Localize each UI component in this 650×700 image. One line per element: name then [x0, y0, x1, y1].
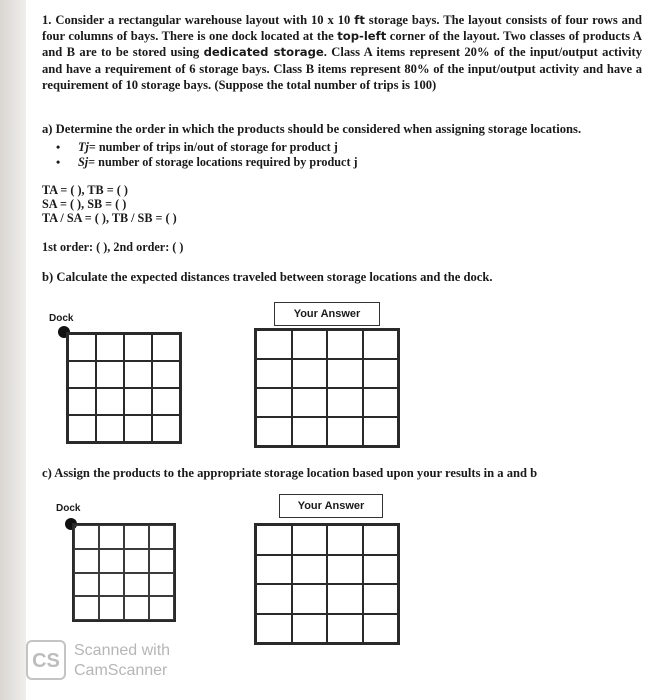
answer-cell[interactable]: [256, 614, 292, 644]
answer-grid-b[interactable]: [254, 328, 400, 448]
answer-cell[interactable]: [292, 417, 328, 446]
grid-cell: [99, 573, 124, 597]
camscanner-logo-icon: CS: [26, 640, 66, 680]
answer-cell[interactable]: [363, 584, 399, 614]
dock-label-c: Dock: [56, 503, 81, 514]
answer-cell[interactable]: [327, 525, 363, 555]
part-c-question: c) Assign the products to the appropriate storage location based upon your results in a and b: [42, 466, 538, 480]
bullet-symbol-sj: Sj: [78, 155, 89, 169]
formula-s: SA = ( ), SB = ( ): [42, 197, 127, 211]
your-answer-box-c: Your Answer: [279, 494, 383, 518]
grid-cell: [124, 334, 152, 361]
grid-cell: [124, 361, 152, 388]
answer-cell[interactable]: [292, 525, 328, 555]
answer-cell[interactable]: [292, 330, 328, 359]
answer-cell[interactable]: [363, 525, 399, 555]
answer-cell[interactable]: [292, 614, 328, 644]
answer-cell[interactable]: [292, 584, 328, 614]
answer-cell[interactable]: [363, 388, 399, 417]
answer-cell[interactable]: [327, 359, 363, 388]
document-page: [26, 0, 650, 700]
grid-cell: [124, 415, 152, 442]
intro-dedicated: dedicated storage: [203, 45, 324, 60]
answer-cell[interactable]: [256, 555, 292, 585]
answer-cell[interactable]: [327, 330, 363, 359]
bullet-symbol-tj: Tj: [78, 140, 89, 154]
answer-cell[interactable]: [327, 417, 363, 446]
bullet-dot-icon: •: [56, 155, 61, 169]
grid-cell: [74, 525, 99, 549]
grid-cell: [96, 388, 124, 415]
watermark-line2: CamScanner: [74, 662, 168, 679]
grid-cell: [152, 415, 180, 442]
bullet-text-tj: = number of trips in/out of storage for product j: [88, 140, 338, 154]
intro-top-left: top-left: [337, 29, 387, 44]
problem-statement: [42, 12, 642, 93]
answer-cell[interactable]: [256, 417, 292, 446]
bullet-locations: [56, 155, 598, 170]
answer-cell[interactable]: [363, 417, 399, 446]
grid-cell: [124, 596, 149, 620]
grid-cell: [149, 525, 174, 549]
grid-cell: [124, 549, 149, 573]
grid-cell: [68, 415, 96, 442]
warehouse-grid-b: [66, 332, 182, 444]
grid-cell: [149, 596, 174, 620]
answer-cell[interactable]: [327, 555, 363, 585]
intro-text-1: 1. Consider a rectangular warehouse layout with 10 x 10: [42, 13, 355, 27]
answer-cell[interactable]: [292, 388, 328, 417]
grid-cell: [96, 361, 124, 388]
warehouse-grid-c: [72, 523, 176, 622]
your-answer-box-b: Your Answer: [274, 302, 380, 326]
grid-cell: [68, 361, 96, 388]
dock-label-b: Dock: [49, 313, 74, 324]
answer-cell[interactable]: [363, 359, 399, 388]
intro-text-4: . Class A items represent 20% of the input/output activity and have a requirement of 6 storage bays. Class B items represent 80% of the input/output activity and have a requirement of 10 storage bays. (Suppose the total number of trips is 100): [42, 45, 643, 92]
order-line: 1st order: ( ), 2nd order: ( ): [42, 240, 184, 254]
grid-cell: [68, 334, 96, 361]
formula-ratio: TA / SA = ( ), TB / SB = ( ): [42, 211, 177, 225]
answer-cell[interactable]: [327, 584, 363, 614]
grid-cell: [99, 549, 124, 573]
grid-cell: [74, 549, 99, 573]
answer-cell[interactable]: [363, 614, 399, 644]
intro-text-3: corner of the layout. Two classes of products A and B are to be stored using: [42, 29, 642, 60]
grid-cell: [124, 525, 149, 549]
grid-cell: [68, 388, 96, 415]
grid-cell: [124, 388, 152, 415]
grid-cell: [152, 361, 180, 388]
grid-cell: [96, 415, 124, 442]
answer-cell[interactable]: [256, 525, 292, 555]
grid-cell: [74, 573, 99, 597]
grid-cell: [96, 334, 124, 361]
watermark-line1: Scanned with: [74, 642, 171, 659]
grid-cell: [149, 549, 174, 573]
grid-cell: [99, 525, 124, 549]
grid-cell: [152, 388, 180, 415]
answer-cell[interactable]: [256, 330, 292, 359]
intro-unit: ft: [354, 13, 365, 27]
bullet-text-sj: = number of storage locations required by product j: [88, 155, 358, 169]
answer-cell[interactable]: [327, 388, 363, 417]
grid-cell: [99, 596, 124, 620]
grid-cell: [74, 596, 99, 620]
answer-cell[interactable]: [327, 614, 363, 644]
answer-cell[interactable]: [292, 359, 328, 388]
answer-cell[interactable]: [256, 388, 292, 417]
answer-cell[interactable]: [256, 584, 292, 614]
bullet-trips: [56, 140, 598, 155]
intro-text-2: storage bays. The layout consists of four rows and four columns of bays. There is one dock located at the: [42, 13, 642, 44]
formula-t: TA = ( ), TB = ( ): [42, 183, 128, 197]
answer-cell[interactable]: [363, 555, 399, 585]
answer-cell[interactable]: [256, 359, 292, 388]
answer-cell[interactable]: [363, 330, 399, 359]
grid-cell: [152, 334, 180, 361]
answer-grid-c[interactable]: [254, 523, 400, 645]
grid-cell: [124, 573, 149, 597]
bullet-dot-icon: •: [56, 140, 61, 154]
answer-cell[interactable]: [292, 555, 328, 585]
part-b-question: b) Calculate the expected distances traveled between storage locations and the dock.: [42, 270, 493, 284]
part-a-question: a) Determine the order in which the products should be considered when assigning storage locations.: [42, 122, 582, 136]
grid-cell: [149, 573, 174, 597]
scan-edge-shadow: [0, 0, 26, 700]
